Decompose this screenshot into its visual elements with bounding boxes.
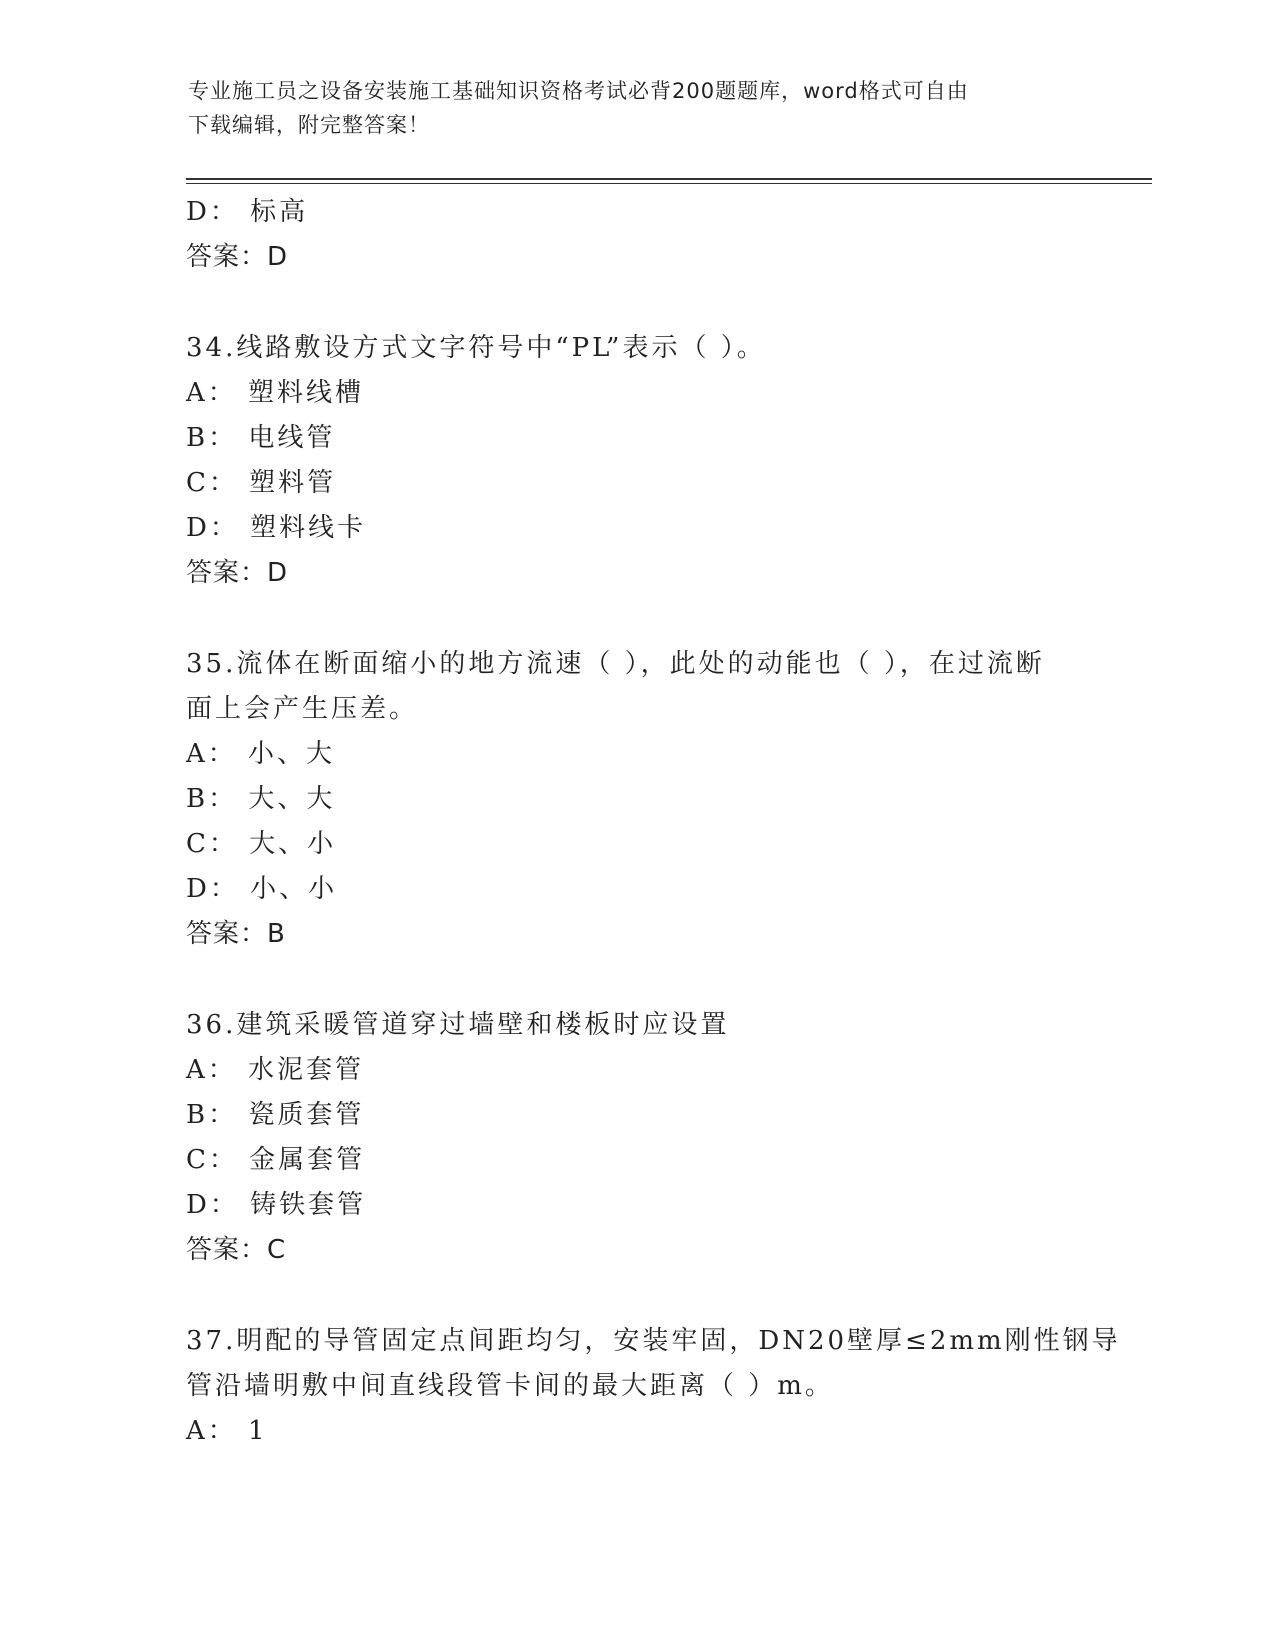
question-list [186,190,1121,1454]
question-text-line-1: 37.明配的导管固定点间距均匀，安装牢固，DN20壁厚≤2mm刚性钢导 [186,1326,1121,1356]
option-d: D： 塑料线卡 [186,513,367,543]
question-34 [186,326,1086,596]
option-a: A： 小、大 [186,739,336,769]
spacer [186,1273,1086,1319]
answer: 答案：D [186,242,289,272]
spacer [186,280,1086,326]
option-b: B： 电线管 [186,423,336,453]
option-a: A： 塑料线槽 [186,378,365,408]
header-line-1: 专业施工员之设备安装施工基础知识资格考试必背200题题库，word格式可自由 [188,79,969,103]
question-text: 36.建筑采暖管道穿过墙壁和楼板时应设置 [186,1010,730,1040]
option-b: B： 瓷质套管 [186,1100,365,1130]
question-text: 34.线路敷设方式文字符号中“PL”表示（ ）。 [186,333,766,363]
question-text-line-2: 面上会产生压差。 [186,694,419,724]
option-d: D： 标高 [186,197,309,227]
answer: 答案：B [186,919,286,949]
header-rule-thin [186,183,1152,184]
question-33 [186,190,1086,280]
question-36 [186,1003,1086,1273]
spacer [186,957,1086,1003]
question-37 [186,1319,1121,1454]
answer: 答案：C [186,1235,287,1265]
question-text-line-2: 管沿墙明敷中间直线段管卡间的最大距离（ ）m。 [186,1371,834,1401]
document-header [188,74,1088,142]
option-d: D： 铸铁套管 [186,1190,367,1220]
option-b: B： 大、大 [186,784,336,814]
spacer [186,596,1086,642]
option-c: C： 金属套管 [186,1145,366,1175]
answer: 答案：D [186,558,289,588]
question-35 [186,642,1086,957]
option-c: C： 大、小 [186,829,337,859]
header-line-2: 下载编辑，附完整答案！ [188,113,430,137]
option-c: C： 塑料管 [186,468,337,498]
option-d: D： 小、小 [186,874,338,904]
option-a: A： 水泥套管 [186,1055,365,1085]
header-rule-thick [186,178,1152,180]
option-a: A： 1 [186,1416,268,1446]
question-text-line-1: 35.流体在断面缩小的地方流速（ ），此处的动能也（ ），在过流断 [186,649,1045,679]
